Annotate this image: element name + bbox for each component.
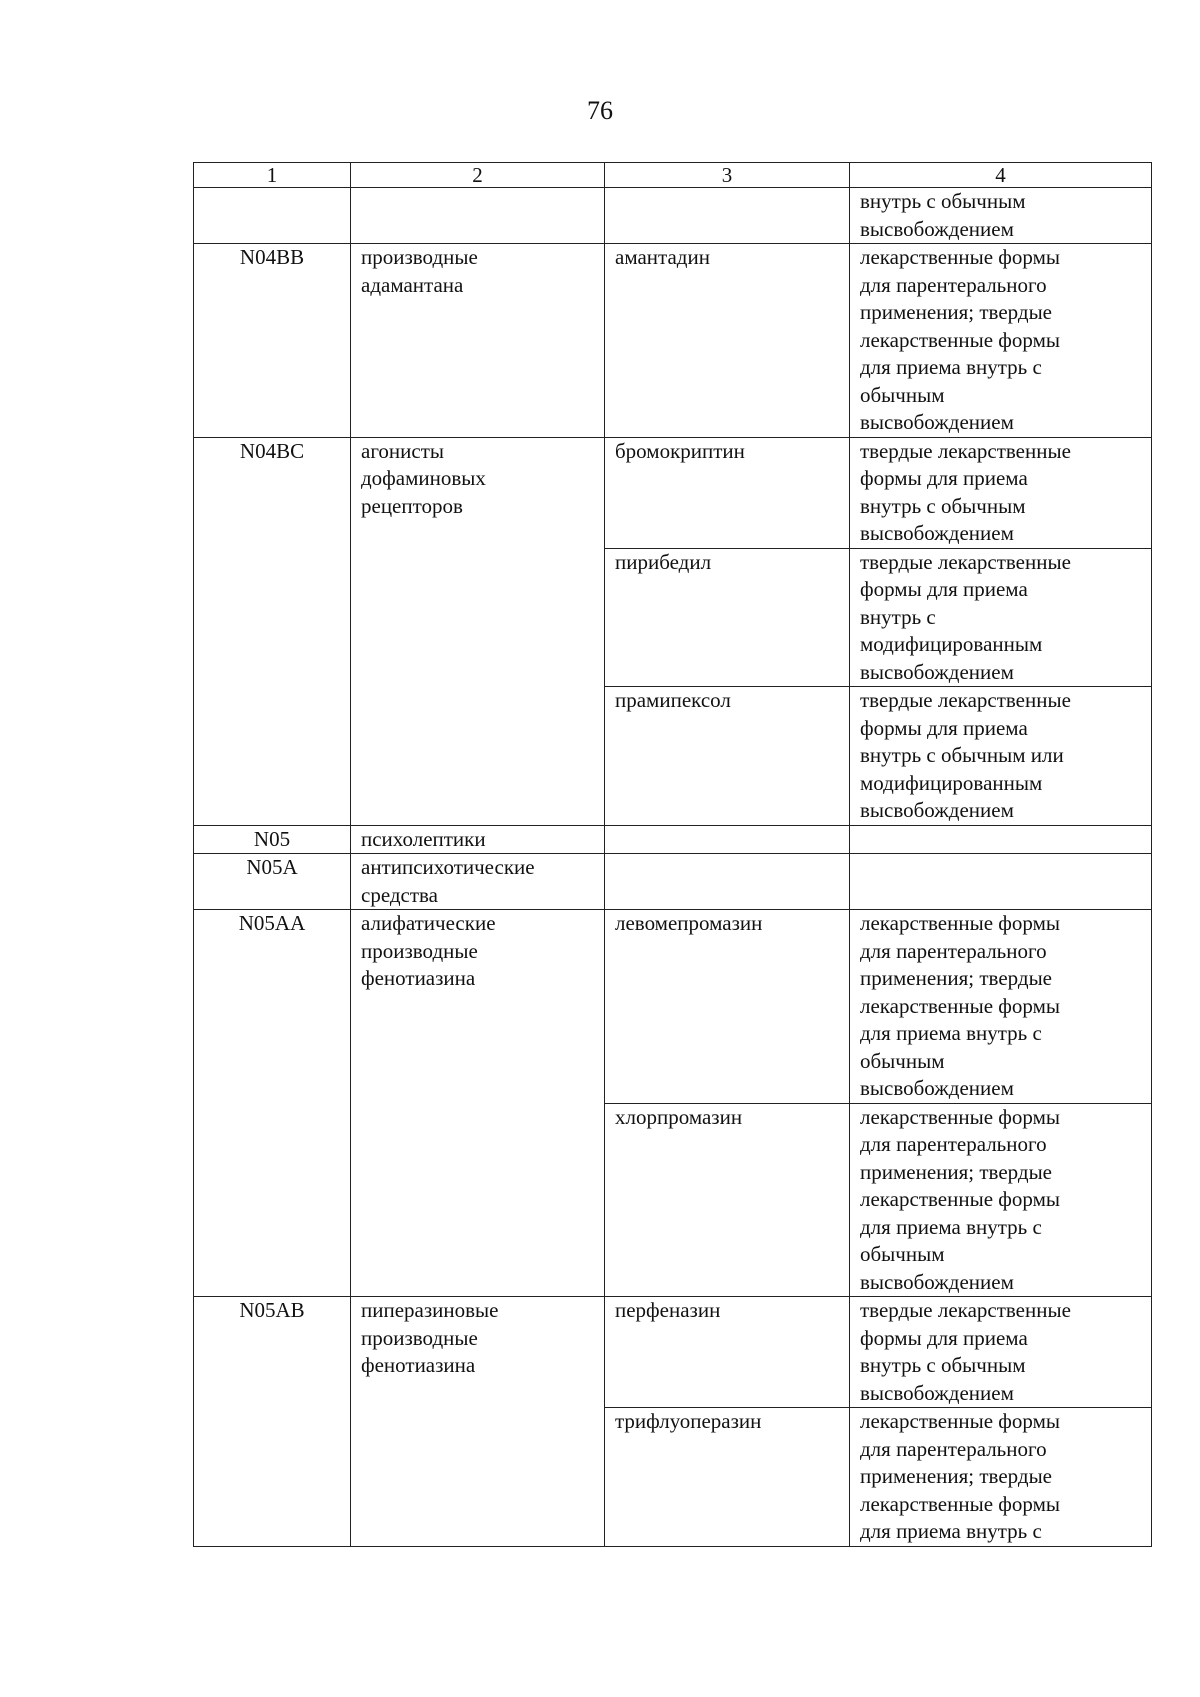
group-line: средства: [361, 882, 439, 907]
forms-line: твердые лекарственные: [860, 549, 1071, 574]
forms-line: внутрь с обычным: [860, 189, 1026, 213]
group-line: производные: [361, 1325, 478, 1350]
forms-line: обычным: [860, 1242, 945, 1266]
group-line: производные: [361, 938, 478, 963]
group-cell: [351, 1297, 605, 1547]
forms-line: твердые лекарственные: [860, 438, 1071, 463]
forms-line: модифицированным: [860, 632, 1043, 656]
forms-line: для парентерального: [860, 1436, 1047, 1461]
continuation-row: [194, 188, 1152, 244]
group-cell: [351, 244, 605, 438]
forms-line: высвобождением: [860, 1076, 1014, 1100]
forms-line: применения; твердые: [860, 300, 1052, 324]
drug-name-cell: перфеназин: [605, 1297, 850, 1408]
forms-line: высвобождением: [860, 521, 1014, 545]
group-line: психолептики: [361, 826, 486, 851]
group-line: агонисты: [361, 438, 444, 463]
forms-line: высвобождением: [860, 216, 1014, 241]
atc-code-cell: N05AB: [194, 1297, 351, 1547]
forms-line: твердые лекарственные: [860, 688, 1071, 712]
forms-cell: [850, 1103, 1152, 1297]
group-line: производные: [361, 245, 478, 269]
header-row: [194, 163, 1152, 188]
forms-line: применения; твердые: [860, 1464, 1052, 1488]
drug-name-cell: хлорпромазин: [605, 1103, 850, 1297]
forms-line: высвобождением: [860, 1380, 1014, 1405]
group-line: адамантана: [361, 272, 464, 297]
forms-line: внутрь с обычным или: [860, 743, 1064, 767]
table-row: [194, 854, 1152, 910]
forms-line: формы для приема: [860, 466, 1028, 490]
forms-line: для приема внутрь с: [860, 355, 1042, 379]
forms-line: высвобождением: [860, 1269, 1014, 1294]
atc-code-cell: N04BC: [194, 437, 351, 825]
forms-line: внутрь с: [860, 604, 936, 629]
group-line: алифатические: [361, 911, 496, 935]
forms-line: лекарственные формы: [860, 911, 1060, 935]
page-number: 76: [587, 96, 613, 125]
drug-name-cell: [605, 854, 850, 910]
drug-name-cell: амантадин: [605, 244, 850, 438]
forms-line: лекарственные формы: [860, 993, 1060, 1018]
column-header-3: 3: [605, 163, 850, 188]
table-row: [194, 437, 1152, 548]
atc-code-cell: N05AA: [194, 910, 351, 1297]
table-body: [194, 163, 1152, 1547]
forms-line: для парентерального: [860, 938, 1047, 963]
forms-line: лекарственные формы: [860, 1409, 1060, 1433]
forms-line: внутрь с обычным: [860, 1353, 1026, 1377]
group-line: антипсихотические: [361, 855, 535, 879]
forms-line: обычным: [860, 1048, 945, 1073]
forms-line: высвобождением: [860, 410, 1014, 434]
forms-line: формы для приема: [860, 715, 1028, 740]
table-row: [194, 1297, 1152, 1408]
drug-name-cell: левомепромазин: [605, 910, 850, 1104]
forms-cell: [850, 1408, 1152, 1547]
forms-line: для приема внутрь с: [860, 1021, 1042, 1045]
forms-cell: [850, 548, 1152, 687]
table-row: [194, 825, 1152, 854]
group-cell: [351, 825, 605, 854]
drug-name-cell: бромокриптин: [605, 437, 850, 548]
group-line: дофаминовых: [361, 466, 486, 490]
column-header-1: 1: [194, 163, 351, 188]
forms-line: лекарственные формы: [860, 327, 1060, 352]
forms-line: лекарственные формы: [860, 1491, 1060, 1516]
code-cell: [194, 188, 351, 244]
forms-line: внутрь с обычным: [860, 493, 1026, 518]
drug-name-cell: [605, 825, 850, 854]
atc-code-cell: N05: [194, 825, 351, 854]
atc-code-cell: N05A: [194, 854, 351, 910]
forms-cell: [850, 825, 1152, 854]
column-header-4: 4: [850, 163, 1152, 188]
forms-cell: [850, 854, 1152, 910]
forms-line: для парентерального: [860, 1132, 1047, 1156]
forms-line: лекарственные формы: [860, 1104, 1060, 1129]
forms-cell: [850, 437, 1152, 548]
group-line: фенотиазина: [361, 966, 476, 990]
forms-line: высвобождением: [860, 798, 1014, 822]
drug-name-cell: трифлуоперазин: [605, 1408, 850, 1547]
forms-line: для приема внутрь с: [860, 1519, 1042, 1543]
forms-cell: [850, 188, 1152, 244]
forms-line: формы для приема: [860, 577, 1028, 601]
group-cell: [351, 437, 605, 825]
forms-cell: [850, 687, 1152, 826]
group-line: фенотиазина: [361, 1353, 476, 1377]
forms-line: для приема внутрь с: [860, 1214, 1042, 1239]
group-cell: [351, 188, 605, 244]
atc-code-cell: N04BB: [194, 244, 351, 438]
table-row: [194, 244, 1152, 438]
drug-cell: [605, 188, 850, 244]
forms-line: модифицированным: [860, 770, 1043, 795]
column-header-2: 2: [351, 163, 605, 188]
forms-line: высвобождением: [860, 659, 1014, 684]
table-row: [194, 910, 1152, 1104]
forms-line: применения; твердые: [860, 1159, 1052, 1184]
group-cell: [351, 910, 605, 1297]
forms-cell: [850, 910, 1152, 1104]
forms-line: применения; твердые: [860, 966, 1052, 990]
forms-cell: [850, 1297, 1152, 1408]
forms-line: формы для приема: [860, 1325, 1028, 1350]
forms-line: для парентерального: [860, 272, 1047, 297]
group-cell: [351, 854, 605, 910]
group-line: пиперазиновые: [361, 1298, 499, 1322]
forms-line: обычным: [860, 382, 945, 407]
drug-table: [193, 162, 1152, 1547]
forms-line: лекарственные формы: [860, 245, 1060, 269]
group-line: рецепторов: [361, 493, 463, 518]
forms-line: твердые лекарственные: [860, 1298, 1071, 1322]
drug-name-cell: прамипексол: [605, 687, 850, 826]
forms-line: лекарственные формы: [860, 1187, 1060, 1211]
forms-cell: [850, 244, 1152, 438]
drug-name-cell: пирибедил: [605, 548, 850, 687]
